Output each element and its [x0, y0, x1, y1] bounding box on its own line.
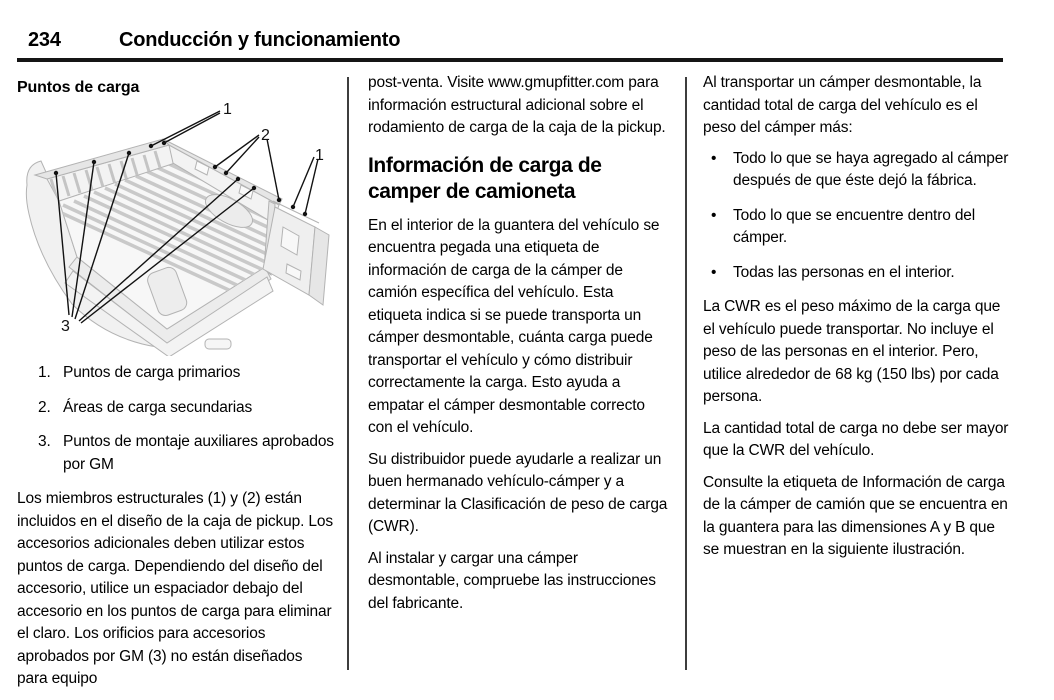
section-heading-camper-info: Información de carga de camper de camioneta — [368, 153, 602, 203]
figure-legend — [17, 362, 335, 476]
bullet-item-1-text: Todo lo que se haya agregado al cámper después de que éste dejó la fábrica. — [733, 149, 1009, 189]
legend-item-1-text: Puntos de carga primarios — [63, 364, 241, 381]
bullet-marker: • — [711, 149, 717, 167]
col1-paragraph: Los miembros estructurales (1) y (2) están incluidos en el diseño de la caja de pickup. Los accesorios adicionales deben utilizar estos puntos de carga. Dependiendo del diseño del accesorio, utilice un espaciador debajo del accesorio en los puntos de carga para eliminar el claro. Los orificios para accesorios aprobados por GM (3) no están diseñados para equipo — [17, 490, 333, 687]
col3-intro-paragraph: Al transportar un cámper desmontable, la cantidad total de carga del vehículo es el peso del cámper más: — [703, 74, 982, 136]
legend-item-3-number: 3. — [38, 433, 51, 450]
legend-item-2-text: Áreas de carga secundarias — [63, 398, 253, 416]
col2-paragraph-3: Al instalar y cargar una cámper desmontable, compruebe las instrucciones del fabricante. — [368, 549, 656, 612]
header-rule — [17, 58, 1003, 62]
column-divider-1 — [347, 77, 349, 670]
bullet-item-3 — [703, 262, 1013, 285]
column-3 — [703, 72, 1013, 571]
truck-bed-illustration — [17, 99, 347, 356]
legend-item-2 — [17, 397, 335, 420]
col3-paragraph-3: Consulte la etiqueta de Información de carga de la cámper de camión que se encuentra en la guantera para las dimensiones A y B que se muestran en la siguiente ilustración. — [703, 473, 1008, 558]
legend-item-3-text: Puntos de montaje auxiliares aprobados por GM — [63, 433, 334, 473]
camper-weight-bullet-list — [703, 148, 1013, 285]
legend-item-1-number: 1. — [38, 364, 51, 381]
bullet-marker: • — [711, 206, 717, 224]
truck-bed-figure — [17, 99, 335, 356]
bullet-marker: • — [711, 263, 717, 281]
bullet-item-1 — [703, 148, 1013, 193]
col2-paragraph-2: Su distribuidor puede ayudarle a realizar un buen hermanado vehículo-cámper y a determinar la Clasificación de peso de carga (CWR). — [368, 450, 668, 535]
col3-paragraph-1: La CWR es el peso máximo de la carga que el vehículo puede transportar. No incluye el peso de las personas en el interior. Pero, utilice alrededor de 68 kg (150 lbs) por cada persona. — [703, 298, 1001, 405]
col2-intro-paragraph: post-venta. Visite www.gmupfitter.com para información estructural adicional sobre el rodamiento de carga de la caja de la pickup. — [368, 74, 666, 136]
bullet-item-2-text: Todo lo que se encuentre dentro del cámper. — [733, 206, 976, 246]
legend-item-3 — [17, 431, 335, 476]
bullet-item-2 — [703, 205, 1013, 250]
legend-item-2-number: 2. — [38, 398, 51, 416]
figure-callout-1-right: 1 — [315, 147, 324, 164]
hitch-detail — [205, 339, 231, 349]
bullet-item-3-text: Todas las personas en el interior. — [733, 263, 955, 281]
figure-callout-2: 2 — [261, 127, 270, 144]
figure-callout-3: 3 — [61, 318, 70, 335]
column-2 — [368, 72, 671, 624]
chapter-title: Conducción y funcionamiento — [119, 29, 401, 51]
figure-callout-1-top: 1 — [223, 101, 232, 118]
legend-item-1 — [17, 362, 335, 385]
column-1 — [17, 77, 335, 700]
section-heading-puntos-de-carga: Puntos de carga — [17, 79, 140, 96]
page-number: 234 — [28, 29, 61, 51]
column-divider-2 — [685, 77, 687, 670]
col2-paragraph-1: En el interior de la guantera del vehículo se encuentra pegada una etiqueta de información de carga de la cámper de camión específica del vehículo. Esta etiqueta indica si se puede transporta un cámper desmontable, cuánta carga puede transportar el vehículo y cómo distribuir correctamente la carga. Esto ayuda a empatar el cámper desmontable correcto con el vehículo. — [368, 216, 660, 436]
col3-paragraph-2: La cantidad total de carga no debe ser mayor que la CWR del vehículo. — [703, 419, 1009, 459]
